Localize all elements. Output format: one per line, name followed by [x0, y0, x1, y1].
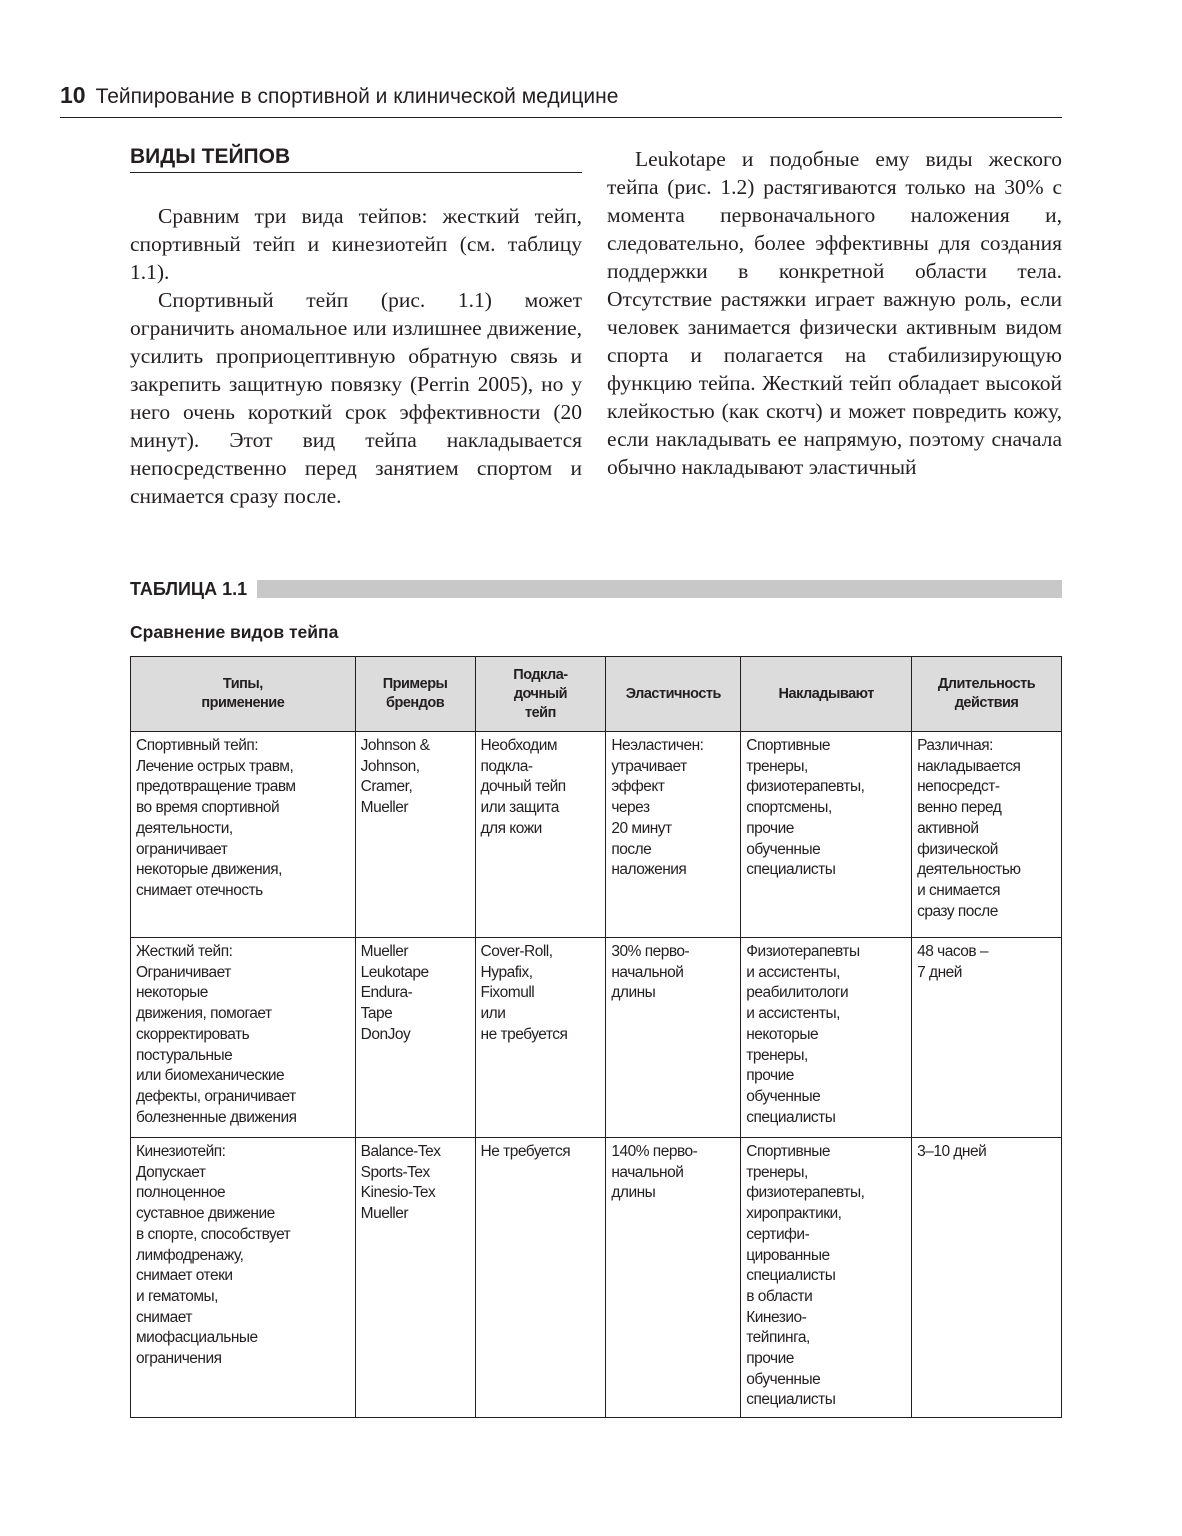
table-cell: Спортивные тренеры, физиотерапевты, хиропрактики, сертифи- цированные специалисты в области Кинезио- тейпинга, прочие обученные специалисты [741, 1138, 912, 1418]
comparison-table [130, 656, 1062, 1418]
left-column [130, 202, 582, 510]
page-number: 10 [60, 82, 86, 108]
book-title: Тейпирование в спортивной и клинической медицине [95, 85, 619, 108]
table-cell: 140% перво- начальной длины [606, 1138, 741, 1418]
table-row [131, 732, 1062, 938]
header-cell: Подкла- дочный тейп [475, 657, 606, 732]
paragraph: Спортивный тейп (рис. 1.1) может ограничить аномальное или излишнее движение, усилить проприоцептивную обратную связь и закрепить защитную повязку (Perrin 2005), но у него очень короткий срок эффективности (20 минут). Этот вид тейпа накладывается непосредственно перед занятием спортом и снимается сразу после. [130, 288, 582, 508]
running-header [60, 82, 1062, 118]
table-cell: Кинезиотейп: Допускает полноценное суставное движение в спорте, способствует лимфодренажу, снимает отеки и гематомы, снимает миофасциальные ограничения [131, 1138, 356, 1418]
table-cell: Жесткий тейп: Ограничивает некоторые движения, помогает скорректировать постуральные или биомеханические дефекты, ограничивает болезненные движения [131, 938, 356, 1138]
header-cell: Эластичность [606, 657, 741, 732]
table-cell: Физиотерапевты и ассистенты, реабилитологи и ассистенты, некоторые тренеры, прочие обученные специалисты [741, 938, 912, 1138]
table-number: ТАБЛИЦА 1.1 [130, 578, 248, 599]
table-cell: 3–10 дней [912, 1138, 1062, 1418]
table-row [131, 938, 1062, 1138]
table-cell: Cover-Roll, Hypafix, Fixomull или не требуется [475, 938, 606, 1138]
label-bar [257, 580, 1062, 598]
paragraph: Leukotape и подобные ему виды жеского тейпа (рис. 1.2) растягиваются только на 30% с момента первоначального наложения и, следовательно, более эффективны для создания поддержки в конкретной области тела. Отсутствие растяжки играет важную роль, если человек занимается физически активным видом спорта и полагается на стабилизирующую функцию тейпа. Жесткий тейп обладает высокой клейкостью (как скотч) и может повредить кожу, если накладывать ее напрямую, поэтому сначала обычно накладывают эластичный [607, 147, 1062, 479]
header-cell: Длительность действия [912, 657, 1062, 732]
table-row [131, 1138, 1062, 1418]
table-cell: Johnson & Johnson, Cramer, Mueller [355, 732, 475, 938]
header-cell: Примеры брендов [355, 657, 475, 732]
right-column [607, 145, 1062, 481]
header-cell: Типы, применение [131, 657, 356, 732]
table-label [130, 578, 1062, 600]
header-cell: Накладывают [741, 657, 912, 732]
table-cell: Необходим подкла- дочный тейп или защита для кожи [475, 732, 606, 938]
table-cell: Mueller Leukotape Endura- Tape DonJoy [355, 938, 475, 1138]
table-cell: 48 часов – 7 дней [912, 938, 1062, 1138]
table-cell: Различная: накладывается непосредст- венно перед активной физической деятельностью и снимается сразу после [912, 732, 1062, 938]
table-cell: Balance-Tex Sports-Tex Kinesio-Tex Mueller [355, 1138, 475, 1418]
table-header-row [131, 657, 1062, 732]
table-cell: Спортивные тренеры, физиотерапевты, спортсмены, прочие обученные специалисты [741, 732, 912, 938]
table-cell: Не требуется [475, 1138, 606, 1418]
table-cell: Спортивный тейп: Лечение острых травм, предотвращение травм во время спортивной деятельности, ограничивает некоторые движения, снимает отечность [131, 732, 356, 938]
section-title: ВИДЫ ТЕЙПОВ [130, 145, 582, 173]
table-cell: 30% перво- начальной длины [606, 938, 741, 1138]
table-cell: Неэластичен: утрачивает эффект через 20 минут после наложения [606, 732, 741, 938]
table-caption: Сравнение видов тейпа [130, 622, 339, 642]
paragraph: Сравним три вида тейпов: жесткий тейп, спортивный тейп и кинезиотейп (см. таблицу 1.1). [130, 204, 582, 284]
